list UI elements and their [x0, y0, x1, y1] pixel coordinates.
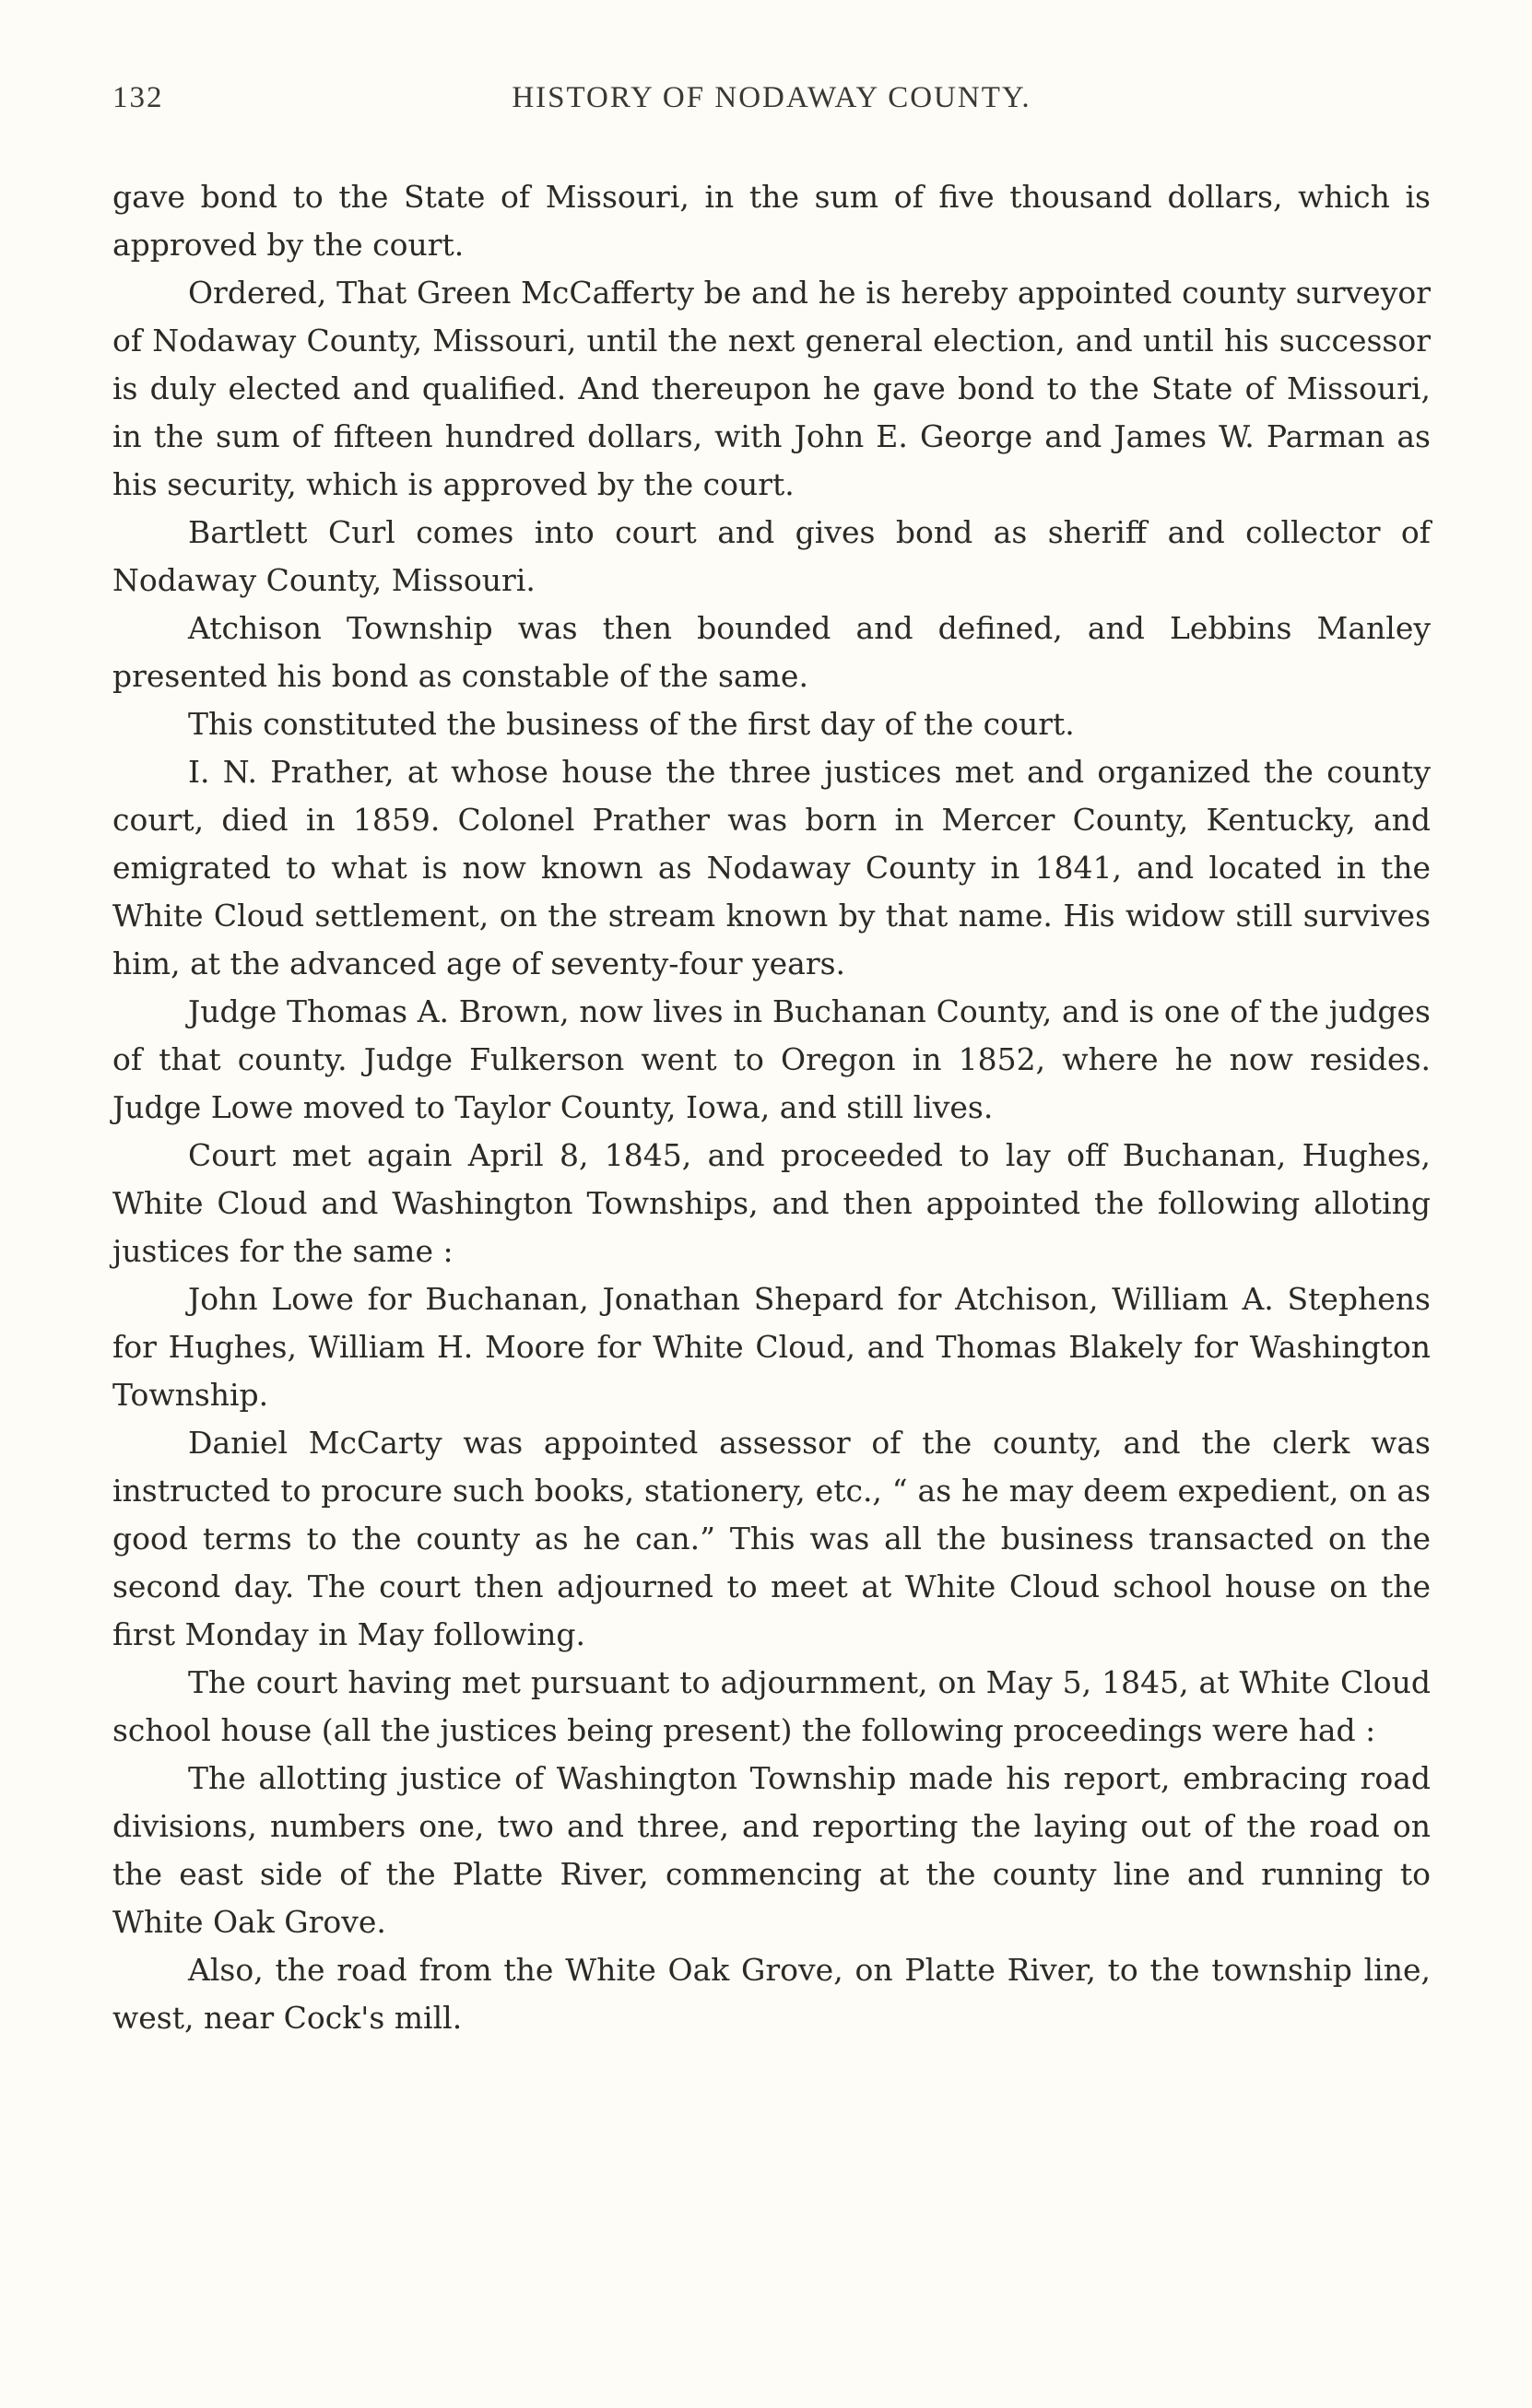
body-text [112, 173, 1431, 2042]
paragraph: Ordered, That Green McCafferty be and he is hereby appointed county surveyor of Nodaway County, Missouri, until the next general election, and until his successor is duly elected and qualified. And thereupon he gave bond to the State of Missouri, in the sum of fifteen hundred dollars, with John E. George and James W. Parman as his security, which is approved by the court. [112, 275, 1431, 502]
paragraph: I. N. Prather, at whose house the three justices met and organized the county court, died in 1859. Colonel Prather was born in Mercer County, Kentucky, and emigrated to what is now known as Nodaway County in 1841, and located in the White Cloud settlement, on the stream known by that name. His widow still survives him, at the advanced age of seventy-four years. [112, 754, 1431, 981]
paragraph: Bartlett Curl comes into court and gives bond as sheriff and collector of Nodaway County, Missouri. [112, 514, 1431, 598]
paragraph: This constituted the business of the first day of the court. [188, 706, 1075, 742]
paragraph: Also, the road from the White Oak Grove, on Platte River, to the township line, west, near Cock's mill. [112, 1952, 1431, 2036]
page-number: 132 [112, 81, 164, 114]
paragraph: Atchison Township was then bounded and defined, and Lebbins Manley presented his bond as constable of the same. [112, 610, 1431, 694]
paragraph: gave bond to the State of Missouri, in the sum of five thousand dollars, which is approved by the court. [112, 179, 1431, 263]
paragraph: The court having met pursuant to adjournment, on May 5, 1845, at White Cloud school house (all the justices being present) the following proceedings were had : [112, 1664, 1431, 1748]
paragraph: John Lowe for Buchanan, Jonathan Shepard for Atchison, William A. Stephens for Hughes, William H. Moore for White Cloud, and Thomas Blakely for Washington Township. [112, 1281, 1431, 1413]
paragraph: Daniel McCarty was appointed assessor of the county, and the clerk was instructed to procure such books, stationery, etc., “ as he may deem expedient, on as good terms to the county as he can.” This was all the business transacted on the second day. The court then adjourned to meet at White Cloud school house on the first Monday in May following. [112, 1425, 1431, 1652]
paragraph: Court met again April 8, 1845, and proceeded to lay off Buchanan, Hughes, White Cloud and Washington Townships, and then appointed the following alloting justices for the same : [112, 1137, 1431, 1269]
paragraph: The allotting justice of Washington Township made his report, embracing road divisions, numbers one, two and three, and reporting the laying out of the road on the east side of the Platte River, commencing at the county line and running to White Oak Grove. [112, 1760, 1431, 1940]
paragraph: Judge Thomas A. Brown, now lives in Buchanan County, and is one of the judges of that county. Judge Fulkerson went to Oregon in 1852, where he now resides. Judge Lowe moved to Taylor County, Iowa, and still lives. [112, 993, 1431, 1125]
page-header [112, 81, 1431, 136]
running-head: HISTORY OF NODAWAY COUNTY. [512, 81, 1031, 114]
book-page [112, 81, 1431, 2042]
